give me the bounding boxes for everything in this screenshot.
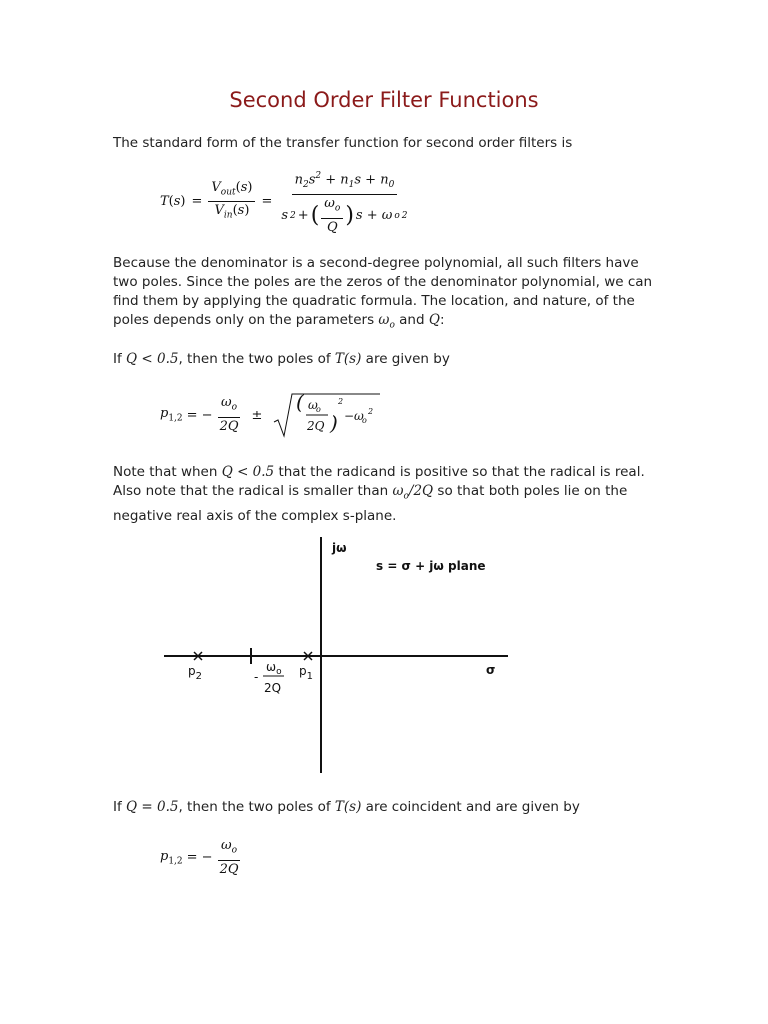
poles-paragraph: Because the denominator is a second-degree polynomial, all such filters have two poles. Since the poles are the zeros of the denominator polynomial, we can find them by applying the quadratic formula. The location, and nature, of the poles depends only on the parameters $\omega_o$ and Q: — [113, 255, 653, 331]
midpoint-minus: - — [254, 670, 259, 684]
svg-text:o: o — [316, 405, 322, 414]
pole-formula-coincident: $p_{1,2}$ = − $\frac{\omega_o}{2Q}$ — [160, 838, 239, 877]
plane-label: s = σ + jω plane — [376, 559, 486, 573]
svg-text:o: o — [362, 416, 368, 425]
q-symbol: Q — [428, 312, 440, 328]
omega-o-symbol: $\omega_o$ — [378, 312, 395, 331]
svg-text:2Q: 2Q — [307, 419, 325, 433]
svg-text:): ) — [330, 411, 339, 435]
page-title: Second Order Filter Functions — [229, 88, 539, 112]
intro-paragraph: The standard form of the transfer function for second order filters is — [113, 135, 573, 151]
midpoint-numerator: $\omega_o$ — [266, 660, 282, 677]
p1-label: $p_1$ — [299, 664, 313, 682]
note-paragraph: Note that when Q < 0.5 that the radicand is positive so that the radical is real. Also note that the radical is smaller than $\omega_o/2Q$ so that both poles lie on the negative real axis of the complex s-plane. — [113, 464, 645, 524]
radical-sign-icon — [272, 392, 382, 438]
svg-text:(: ( — [296, 392, 305, 414]
jw-label: jω — [332, 541, 347, 555]
svg-text:2: 2 — [368, 407, 374, 416]
condition-q-equal: If Q = 0.5, then the two poles of T(s) are coincident and are given by — [113, 799, 580, 815]
pole-formula-distinct: $p_{1,2}$ = − $\frac{\omega_o}{2Q}$ ± ( ω o 2Q ) 2 −ω o 2 — [160, 392, 382, 438]
svg-text:ω: ω — [308, 398, 319, 412]
condition-q-less-than: If Q < 0.5, then the two poles of T(s) are given by — [113, 351, 450, 367]
midpoint-denominator: 2Q — [264, 681, 282, 695]
transfer-function-equation: T(s) = $\frac{V_{out}(s)}{V_{in}(s)}$ = $n_2s^2 + n_1s + n_0$ s 2 + ( $\frac{\omega_o}{Q}$ ) s + ω o 2 — [160, 168, 411, 236]
svg-text:2: 2 — [338, 397, 344, 406]
svg-text:−ω: −ω — [344, 409, 365, 423]
s-plane-diagram — [160, 535, 520, 775]
sigma-label: σ — [486, 663, 496, 677]
p2-label: $p_2$ — [188, 664, 202, 682]
